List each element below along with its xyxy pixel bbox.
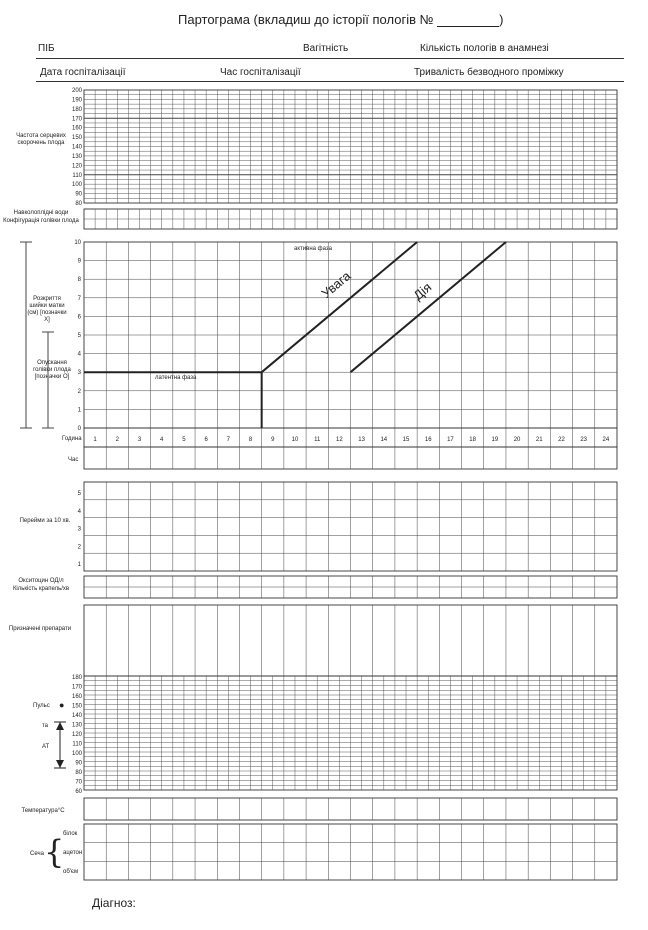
cervix-tick: 1 bbox=[77, 407, 81, 414]
hour-number: 16 bbox=[424, 437, 432, 443]
hour-number: 6 bbox=[204, 437, 208, 443]
fhr-tick: 110 bbox=[72, 172, 82, 179]
fhr-label: Частота серцевих скорочень плода bbox=[16, 133, 66, 146]
hour-number: 13 bbox=[358, 437, 365, 443]
births-count-label: Кількість пологів в анамнезі bbox=[420, 43, 549, 54]
pulse-bp-tick: 180 bbox=[71, 675, 82, 681]
urine-protein-label: білок bbox=[63, 831, 78, 837]
hours-label: Година bbox=[62, 436, 82, 442]
urine-label: Сеча bbox=[30, 851, 44, 857]
cervix-tick: 3 bbox=[77, 370, 81, 377]
contractions-tick: 4 bbox=[77, 508, 81, 515]
bp-arrow-up-icon bbox=[56, 722, 64, 730]
hour-number: 20 bbox=[513, 437, 521, 443]
title-text: Партограма (вкладиш до історії пологів № bbox=[178, 12, 434, 27]
cervix-tick: 4 bbox=[77, 351, 81, 358]
cervix-tick: 7 bbox=[77, 295, 81, 302]
fhr-tick: 120 bbox=[71, 163, 82, 170]
alert-line bbox=[262, 242, 417, 372]
admission-date-label: Дата госпіталізації bbox=[40, 67, 126, 78]
fhr-tick: 100 bbox=[71, 182, 82, 189]
hour-number: 5 bbox=[182, 437, 186, 443]
pulse-bp-tick: 170 bbox=[71, 684, 82, 691]
fhr-tick: 150 bbox=[71, 135, 82, 142]
oxytocin-label-1: Окситоцин ОД/л bbox=[18, 578, 64, 584]
hour-number: 2 bbox=[115, 437, 119, 443]
bp-arrow-down-icon bbox=[56, 760, 64, 768]
cervix-tick: 5 bbox=[77, 333, 81, 339]
pulse-bp-tick: 140 bbox=[71, 713, 82, 719]
bp-label: АТ bbox=[42, 744, 50, 750]
hour-number: 17 bbox=[447, 437, 454, 443]
pulse-label: Пульс bbox=[33, 703, 50, 709]
hour-number: 3 bbox=[137, 437, 142, 443]
cervix-tick: 10 bbox=[74, 240, 81, 246]
hour-number: 7 bbox=[226, 437, 231, 443]
hour-number: 8 bbox=[248, 437, 253, 443]
pulse-bp-tick: 160 bbox=[71, 694, 82, 700]
contractions-tick: 1 bbox=[77, 562, 81, 569]
contractions-label: Перейми за 10 хв. bbox=[19, 518, 71, 524]
pulse-bp-tick: 80 bbox=[75, 770, 82, 776]
latent-phase-label: латентна фаза bbox=[155, 375, 197, 381]
fhr-tick: 80 bbox=[75, 201, 82, 207]
fhr-tick: 90 bbox=[75, 191, 82, 198]
contractions-tick: 5 bbox=[77, 491, 81, 497]
diagnosis-label: Діагноз: bbox=[92, 896, 136, 910]
amniotic-label-2: Конфігурація голівки плода bbox=[3, 218, 79, 224]
hour-number: 19 bbox=[491, 437, 499, 443]
hour-number: 10 bbox=[291, 437, 299, 443]
urine-volume-label: об'єм bbox=[63, 869, 79, 875]
brace-icon: { bbox=[44, 833, 65, 871]
hour-number: 18 bbox=[469, 437, 476, 443]
hour-number: 1 bbox=[93, 437, 97, 443]
pulse-dot-icon: ● bbox=[59, 700, 65, 710]
amniotic-label-1: Навколоплідні води bbox=[13, 210, 69, 216]
cervix-tick: 8 bbox=[77, 277, 81, 284]
cervix-tick: 2 bbox=[77, 388, 81, 395]
pulse-bp-tick: 130 bbox=[71, 722, 82, 729]
pulse-bp-tick: 120 bbox=[71, 732, 82, 738]
hour-number: 4 bbox=[160, 437, 164, 443]
hour-number: 11 bbox=[314, 437, 321, 443]
temperature-label: Температура°С bbox=[21, 808, 65, 814]
hour-number: 22 bbox=[558, 437, 565, 443]
and-label: та bbox=[42, 723, 49, 729]
descent-label: Опускання голівки плода [позначки О] bbox=[33, 360, 71, 380]
fhr-tick: 130 bbox=[71, 153, 82, 160]
dilation-label: Розкриття шийки матки (см) [позначки Х] bbox=[27, 296, 67, 323]
hour-number: 12 bbox=[336, 437, 343, 443]
fhr-tick: 160 bbox=[71, 125, 82, 132]
cervix-tick: 0 bbox=[77, 426, 81, 432]
fhr-tick: 170 bbox=[71, 116, 82, 123]
pulse-bp-tick: 60 bbox=[75, 789, 82, 795]
alert-line-label: Увага bbox=[318, 268, 354, 301]
cervix-tick: 9 bbox=[77, 258, 81, 265]
hour-number: 23 bbox=[580, 437, 588, 443]
urine-acetone-label: ацетон bbox=[63, 850, 83, 856]
action-line bbox=[351, 242, 506, 372]
fhr-tick: 140 bbox=[71, 144, 82, 151]
waterless-duration-label: Тривалість безводного проміжку bbox=[414, 67, 564, 78]
pulse-bp-tick: 90 bbox=[75, 760, 82, 767]
time-label: Час bbox=[68, 457, 79, 463]
hour-number: 24 bbox=[602, 437, 610, 443]
pregnancy-label: Вагітність bbox=[303, 43, 349, 54]
fhr-tick: 200 bbox=[71, 88, 82, 94]
contractions-tick: 2 bbox=[77, 544, 81, 551]
pib-label: ПІБ bbox=[38, 43, 55, 54]
fhr-tick: 180 bbox=[71, 106, 82, 113]
contractions-tick: 3 bbox=[77, 526, 81, 533]
admission-time-label: Час госпіталізації bbox=[220, 67, 301, 78]
hour-number: 9 bbox=[271, 437, 275, 443]
pulse-bp-tick: 110 bbox=[72, 741, 82, 748]
pulse-bp-tick: 100 bbox=[71, 751, 82, 757]
hour-number: 15 bbox=[402, 437, 410, 443]
drugs-label: Призначені препарати bbox=[8, 626, 72, 632]
pulse-bp-tick: 150 bbox=[71, 703, 82, 710]
fhr-tick: 190 bbox=[71, 97, 82, 104]
cervix-tick: 6 bbox=[77, 314, 81, 321]
action-line-label: Дія bbox=[410, 279, 435, 303]
active-phase-label: активна фаза bbox=[294, 246, 332, 252]
pulse-bp-tick: 70 bbox=[75, 779, 82, 786]
oxytocin-label-2: Кількість крапель/хв bbox=[12, 586, 70, 592]
hour-number: 14 bbox=[380, 437, 388, 443]
title-close: ) bbox=[499, 12, 504, 27]
hour-number: 21 bbox=[535, 437, 543, 443]
